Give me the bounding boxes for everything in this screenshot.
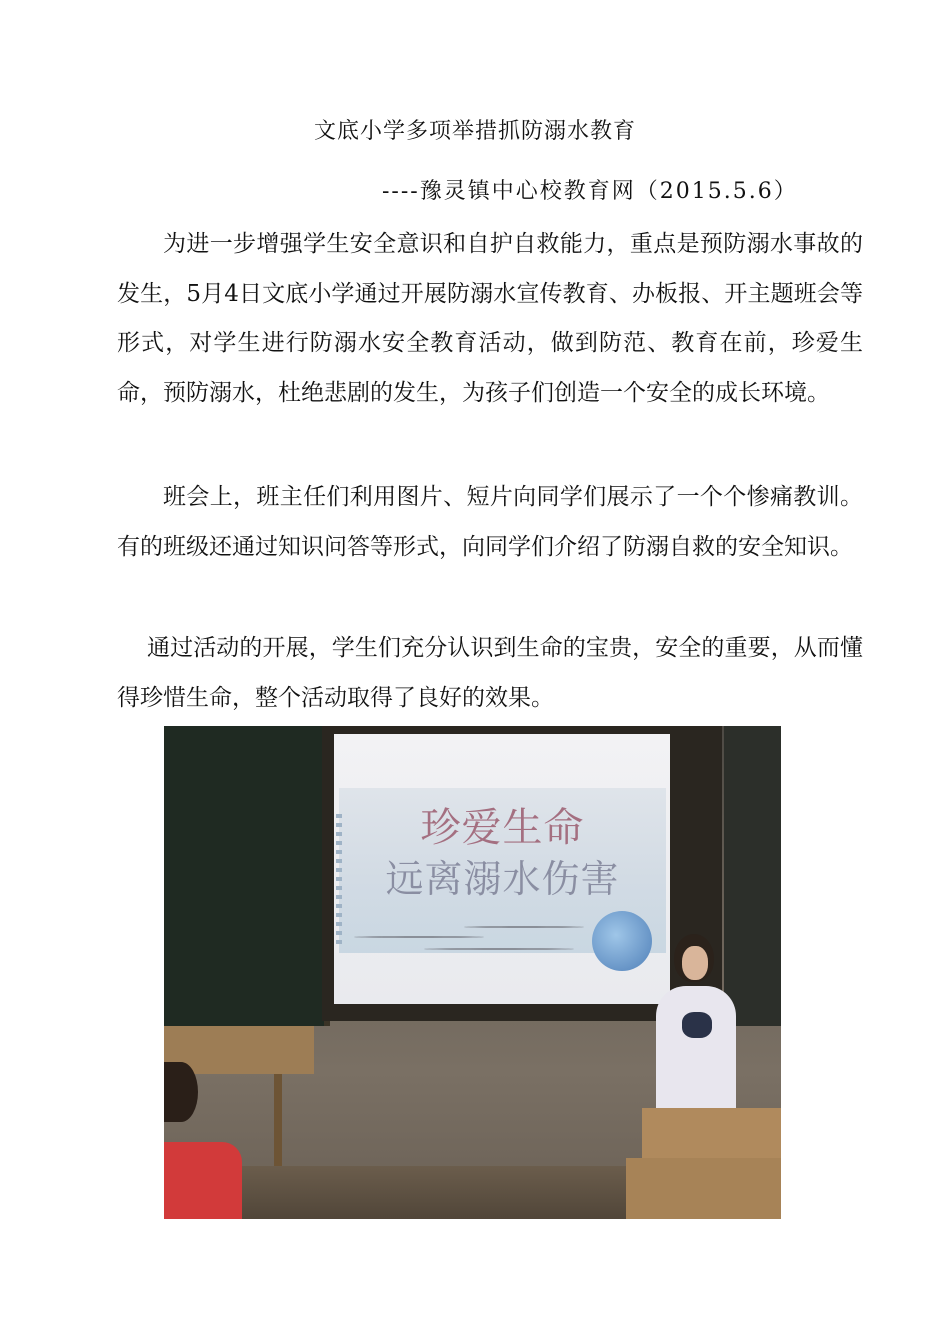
photo-chalkboard bbox=[164, 726, 330, 1026]
slide-title-line2: 远离溺水伤害 bbox=[385, 857, 620, 901]
paragraph-1: 为进一步增强学生安全意识和自护自救能力，重点是预防溺水事故的发生，5月4日文底小学通过开展防溺水宣传教育、办板报、开主题班会等形式，对学生进行防溺水安全教育活动，做到防范、教育在前，珍爱生命，预防溺水，杜绝悲剧的发生，为孩子们创造一个安全的成长环境。 bbox=[117, 231, 863, 406]
slide-dotted-border bbox=[336, 814, 342, 944]
slide-globe-icon bbox=[592, 911, 652, 971]
photo-desk-right bbox=[642, 1108, 781, 1158]
student-shirt bbox=[164, 1142, 242, 1219]
student-head bbox=[164, 1062, 198, 1122]
teacher-face bbox=[682, 946, 708, 980]
slide-wave-line bbox=[354, 936, 484, 938]
teacher-shirt-print bbox=[682, 1012, 712, 1038]
paragraph-2: 班会上，班主任们利用图片、短片向同学们展示了一个个惨痛教训。有的班级还通过知识问答等形式，向同学们介绍了防溺自救的安全知识。 bbox=[117, 484, 863, 560]
classroom-photo bbox=[164, 726, 781, 1219]
article-title: 文底小学多项举措抓防溺水教育 bbox=[313, 119, 636, 144]
slide-wave-line bbox=[424, 948, 574, 950]
photo-desk-right-front bbox=[626, 1158, 781, 1219]
article-source-date: ----豫灵镇中心校教育网（2015.5.6） bbox=[382, 179, 798, 204]
slide-wave-line bbox=[464, 926, 584, 928]
photo-student bbox=[164, 1062, 242, 1219]
slide-title-line1: 珍爱生命 bbox=[420, 805, 585, 851]
paragraph-3: 通过活动的开展，学生们充分认识到生命的宝贵，安全的重要，从而懂得珍惜生命，整个活动取得了良好的效果。 bbox=[117, 635, 863, 711]
